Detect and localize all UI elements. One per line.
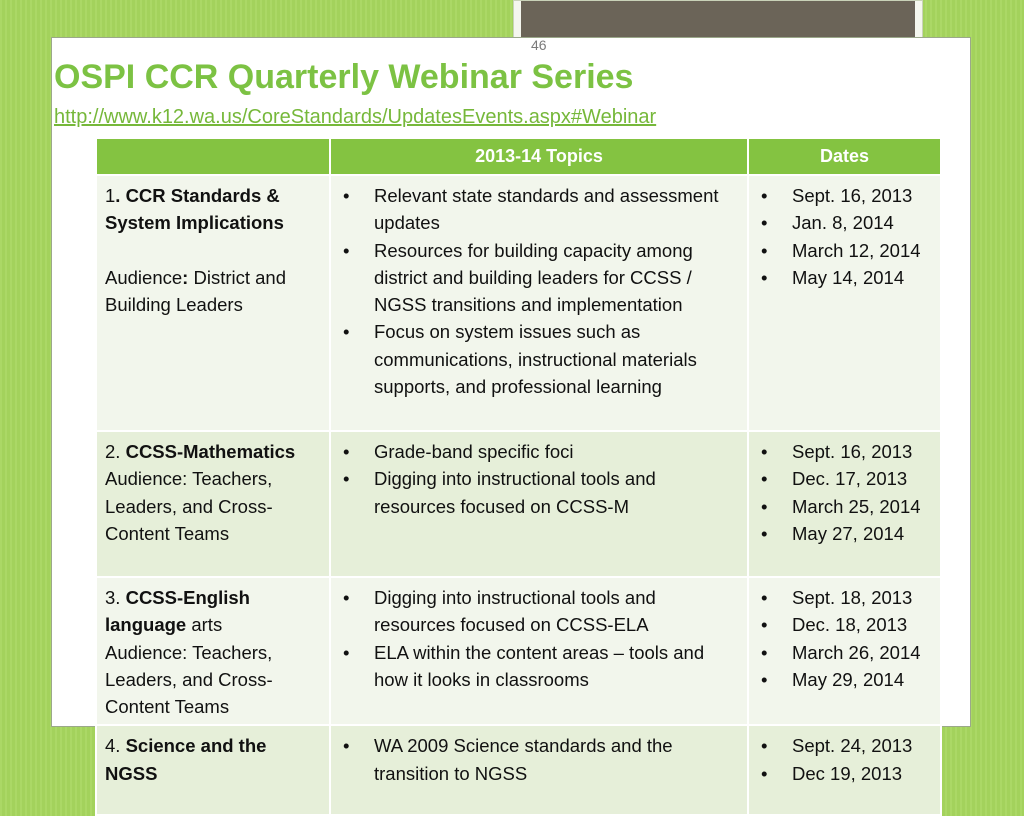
session-name: . CCR Standards & System Implications bbox=[105, 185, 284, 234]
webinar-topics-table bbox=[95, 137, 942, 816]
list-item: • Sept. 24, 2013 bbox=[792, 732, 932, 759]
list-item: • Jan. 8, 2014 bbox=[792, 209, 932, 236]
topics-cell bbox=[330, 175, 748, 431]
session-name: CCSS-Mathematics bbox=[125, 441, 296, 462]
page-number: 46 bbox=[531, 37, 547, 53]
session-audience: Audience: Teachers, Leaders, and Cross-Content Teams bbox=[105, 641, 273, 718]
webinar-link[interactable]: http://www.k12.wa.us/CoreStandards/UpdatesEvents.aspx#Webinar bbox=[54, 106, 657, 128]
session-title bbox=[105, 732, 321, 787]
list-item: • Sept. 18, 2013 bbox=[792, 584, 932, 611]
table-row bbox=[96, 577, 941, 725]
list-item: • Dec. 17, 2013 bbox=[792, 465, 932, 492]
list-item: • May 14, 2014 bbox=[792, 264, 932, 291]
session-audience: Audience: Teachers, Leaders, and Cross-Content Teams bbox=[105, 468, 273, 544]
session-number: 1 bbox=[105, 185, 116, 206]
topics-cell bbox=[330, 431, 748, 577]
list-item: • Digging into instructional tools and resources focused on CCSS-M bbox=[374, 465, 739, 520]
dates-cell bbox=[748, 725, 941, 815]
list-item: • May 29, 2014 bbox=[792, 666, 932, 693]
table-row bbox=[96, 175, 941, 431]
list-item: • WA 2009 Science standards and the transition to NGSS bbox=[374, 732, 739, 787]
session-number: 4. bbox=[105, 735, 126, 757]
dates-cell bbox=[748, 175, 941, 431]
table-row bbox=[96, 431, 941, 577]
list-item: • ELA within the content areas – tools and how it looks in classrooms bbox=[374, 639, 739, 694]
session-cell bbox=[96, 175, 330, 431]
list-item: • March 26, 2014 bbox=[792, 639, 932, 666]
topics-cell bbox=[330, 725, 748, 815]
session-cell bbox=[96, 725, 330, 815]
session-title bbox=[105, 584, 321, 639]
table-header-row bbox=[96, 138, 941, 175]
dates-cell bbox=[748, 431, 941, 577]
list-item: • Focus on system issues such as communications, instructional materials supports, and professional learning bbox=[374, 318, 739, 400]
session-title bbox=[105, 182, 321, 237]
session-name: Science and the NGSS bbox=[105, 735, 267, 784]
list-item: • March 25, 2014 bbox=[792, 493, 932, 520]
list-item: • Dec. 18, 2013 bbox=[792, 611, 932, 638]
audience-colon: : bbox=[182, 266, 189, 288]
slide-title: OSPI CCR Quarterly Webinar Series bbox=[54, 58, 634, 96]
session-number: 3. bbox=[105, 587, 126, 608]
session-title bbox=[105, 438, 321, 465]
list-item: • Resources for building capacity among district and building leaders for CCSS / NGSS transitions and implementation bbox=[374, 237, 739, 319]
audience-label: Audience bbox=[105, 266, 183, 288]
list-item: • Digging into instructional tools and resources focused on CCSS-ELA bbox=[374, 584, 739, 639]
list-item: • Relevant state standards and assessment updates bbox=[374, 182, 739, 237]
list-item: • Sept. 16, 2013 bbox=[792, 182, 932, 209]
session-name-suffix: arts bbox=[186, 614, 223, 636]
topics-cell bbox=[330, 577, 748, 725]
audience-text: District and Building Leaders bbox=[105, 266, 286, 315]
list-item: • March 12, 2014 bbox=[792, 237, 932, 264]
session-name: CCSS-English language bbox=[105, 587, 250, 636]
header-dates: Dates bbox=[748, 138, 941, 175]
header-topics: 2013-14 Topics bbox=[330, 138, 748, 175]
list-item: • May 27, 2014 bbox=[792, 520, 932, 547]
dates-cell bbox=[748, 577, 941, 725]
session-cell bbox=[96, 577, 330, 725]
table-row bbox=[96, 725, 941, 815]
header-empty bbox=[96, 138, 330, 175]
session-number: 2. bbox=[105, 441, 126, 462]
list-item: • Grade-band specific foci bbox=[374, 438, 739, 465]
list-item: • Dec 19, 2013 bbox=[792, 760, 932, 787]
session-audience bbox=[105, 264, 321, 319]
spacer bbox=[105, 237, 321, 264]
list-item: • Sept. 16, 2013 bbox=[792, 438, 932, 465]
session-cell bbox=[96, 431, 330, 577]
